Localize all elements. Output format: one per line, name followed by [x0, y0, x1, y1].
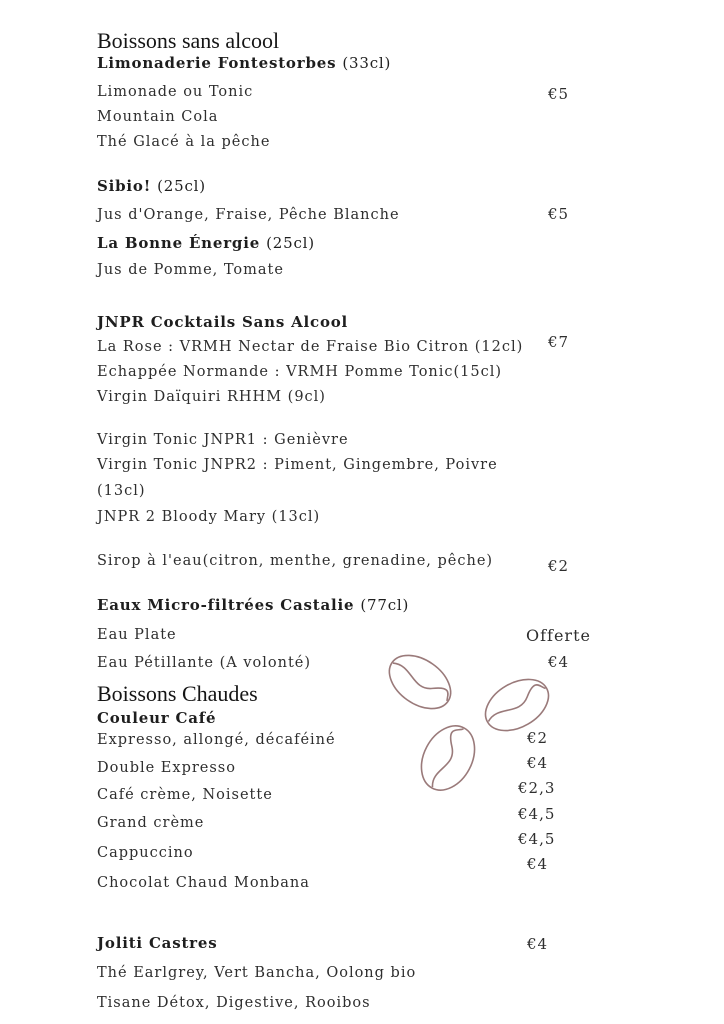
section-title-hot-drinks: Boissons Chaudes — [97, 681, 258, 706]
heading-bonne-energie: La Bonne Énergie (25cl) — [97, 234, 315, 252]
menu-item: Thé Glacé à la pêche — [97, 134, 271, 150]
price-sibio: €5 — [548, 205, 570, 223]
heading-jnpr: JNPR Cocktails Sans Alcool — [97, 313, 349, 331]
price-eau-plate: Offerte — [526, 626, 591, 645]
menu-item: Sirop à l'eau(citron, menthe, grenadine, pêche) — [97, 553, 494, 569]
section-title-soft-drinks: Boissons sans alcool — [97, 28, 280, 53]
price-jnpr: €7 — [548, 333, 570, 351]
menu-item: (13cl) — [97, 483, 146, 499]
menu-item: JNPR 2 Bloody Mary (13cl) — [97, 509, 321, 525]
menu-item: Eau Plate — [97, 627, 177, 643]
heading-eaux: Eaux Micro-filtrées Castalie (77cl) — [97, 596, 410, 614]
price: €2 — [527, 729, 549, 747]
menu-item: Virgin Tonic JNPR2 : Piment, Gingembre, Poivre — [97, 457, 498, 473]
heading-joliti: Joliti Castres — [97, 934, 218, 952]
price-limonaderie: €5 — [548, 85, 570, 103]
menu-item: Cappuccino — [97, 845, 194, 861]
menu-item: Café crème, Noisette — [97, 787, 273, 803]
menu-item: Jus de Pomme, Tomate — [97, 262, 284, 278]
heading-limonaderie: Limonaderie Fontestorbes (33cl) — [97, 54, 392, 72]
price: €4,5 — [518, 830, 556, 848]
price-sirop: €2 — [548, 557, 570, 575]
price-joliti: €4 — [527, 935, 549, 953]
price: €4 — [527, 855, 549, 873]
menu-item: Grand crème — [97, 815, 205, 831]
menu-item: Echappée Normande : VRMH Pomme Tonic(15cl) — [97, 364, 503, 380]
price: €4 — [527, 754, 549, 772]
menu-item: Limonade ou Tonic — [97, 84, 254, 100]
menu-item: Virgin Daïquiri RHHM (9cl) — [97, 389, 326, 405]
menu-item: Jus d'Orange, Fraise, Pêche Blanche — [97, 207, 400, 223]
menu-item: Eau Pétillante (A volonté) — [97, 655, 312, 671]
menu-item: Expresso, allongé, décaféiné — [97, 732, 336, 748]
menu-item: Chocolat Chaud Monbana — [97, 875, 310, 891]
menu-item: Tisane Détox, Digestive, Rooibos — [97, 995, 371, 1011]
heading-couleur-cafe: Couleur Café — [97, 709, 217, 727]
menu-item: Double Expresso — [97, 760, 236, 776]
menu-item: Mountain Cola — [97, 109, 219, 125]
menu-item: La Rose : VRMH Nectar de Fraise Bio Citron (12cl) — [97, 339, 524, 355]
price-eau-petillante: €4 — [548, 653, 570, 671]
price: €4,5 — [518, 805, 556, 823]
price: €2,3 — [518, 779, 556, 797]
heading-sibio: Sibio! (25cl) — [97, 177, 206, 195]
menu-item: Virgin Tonic JNPR1 : Genièvre — [97, 432, 349, 448]
menu-item: Thé Earlgrey, Vert Bancha, Oolong bio — [97, 965, 417, 981]
